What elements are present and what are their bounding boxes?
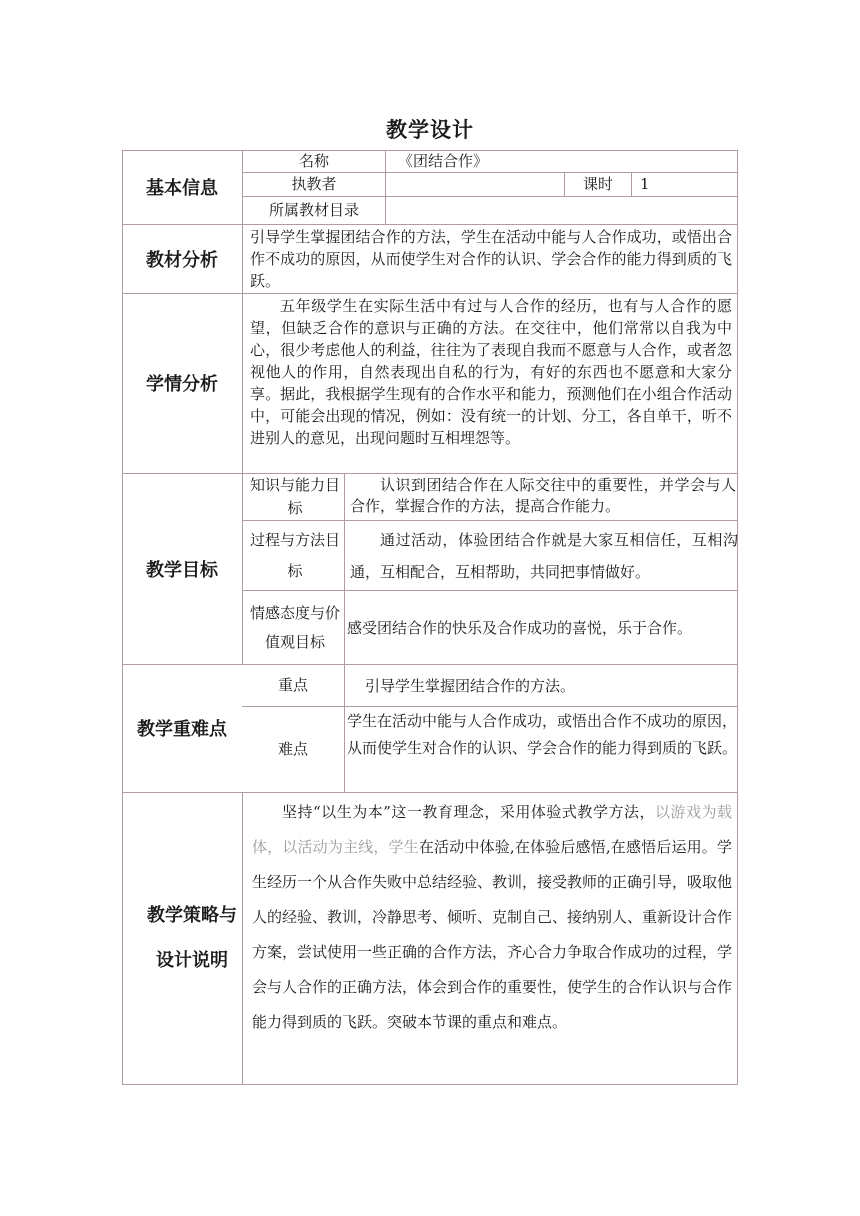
objective-label-knowledge: 知识与能力目标 bbox=[249, 476, 340, 517]
difficult-point-text: 学生在活动中能与人合作成功，或悟出合作不成功的原因，从而使学生对合作的认识、学会合作的能力得到质的飞跃。 bbox=[347, 712, 738, 757]
strategy-text-part2: 在活动中体验,在体验后感悟,在感悟后运用。学生经历一个从合作失败中总结经验、教训，接受教师的正确引导，吸取他人的经验、教训，冷静思考、倾听、克制自己、接纳别人、重新设计合作方案，尝试使用一些正确的合作方法，齐心合力争取合作成功的过程，学会与人合作的正确方法，体会到合作的重要性，使学生的合作认识与合作能力得到质的飞跃。突破本节课的重点和难点。 bbox=[252, 838, 733, 1031]
basic-info-header: 基本信息 bbox=[146, 178, 218, 199]
key-point-label: 重点 bbox=[277, 676, 308, 694]
strategy-text-gray: 以游戏为载体，以活动为主线，学生 bbox=[252, 803, 732, 856]
objective-label-process: 过程与方法目标 bbox=[249, 531, 340, 580]
student-analysis-header: 学情分析 bbox=[146, 374, 218, 395]
difficult-point-label: 难点 bbox=[277, 740, 308, 758]
objective-text-knowledge: 认识到团结合作在人际交往中的重要性，并学会与人合作，掌握合作的方法，提高合作能力。 bbox=[350, 476, 736, 515]
strategy-text bbox=[252, 795, 732, 1040]
period-label: 课时 bbox=[582, 175, 613, 193]
name-label: 名称 bbox=[298, 151, 329, 170]
objectives-header: 教学目标 bbox=[146, 559, 218, 581]
objective-text-emotion: 感受团结合作的快乐及合作成功的喜悦，乐于合作。 bbox=[347, 619, 693, 637]
document-title: 教学设计 bbox=[386, 118, 474, 142]
strategy-header: 教学策略与 设计说明 bbox=[147, 905, 255, 971]
catalog-label: 所属教材目录 bbox=[268, 201, 359, 219]
teacher-label: 执教者 bbox=[291, 175, 337, 193]
name-value: 《团结合作》 bbox=[398, 152, 489, 170]
period-value: 1 bbox=[640, 175, 650, 193]
key-point-text: 引导学生掌握团结合作的方法。 bbox=[365, 677, 576, 695]
objective-label-emotion: 情感态度与价值观目标 bbox=[249, 604, 340, 651]
material-analysis-header: 教材分析 bbox=[146, 249, 218, 271]
strategy-text-part1: 坚持“以生为本”这一教育理念，采用体验式教学方法， bbox=[282, 803, 655, 821]
key-points-header: 教学重难点 bbox=[137, 719, 227, 740]
student-analysis-text: 五年级学生在实际生活中有过与人合作的经历，也有与人合作的愿望，但缺乏合作的意识与正确的方法。在交往中，他们常常以自我为中心，很少考虑他人的利益，往往为了表现自我而不愿意与人合作，或者忽视他人的作用，自然表现出自私的行为，有好的东西也不愿意和大家分享。据此，我根据学生现有的合作水平和能力，预测他们在小组合作活动中，可能会出现的情况，例如：没有统一的计划、分工，各自单干，听不进别人的意见，出现问题时互相埋怨等。 bbox=[250, 297, 732, 447]
objective-text-process: 通过活动，体验团结合作就是大家互相信任，互相沟通，互相配合，互相帮助，共同把事情做好。 bbox=[350, 531, 738, 581]
material-analysis-text: 引导学生掌握团结合作的方法，学生在活动中能与人合作成功，或悟出合作不成功的原因，从而使学生对合作的认识、学会合作的能力得到质的飞跃。 bbox=[250, 228, 732, 290]
